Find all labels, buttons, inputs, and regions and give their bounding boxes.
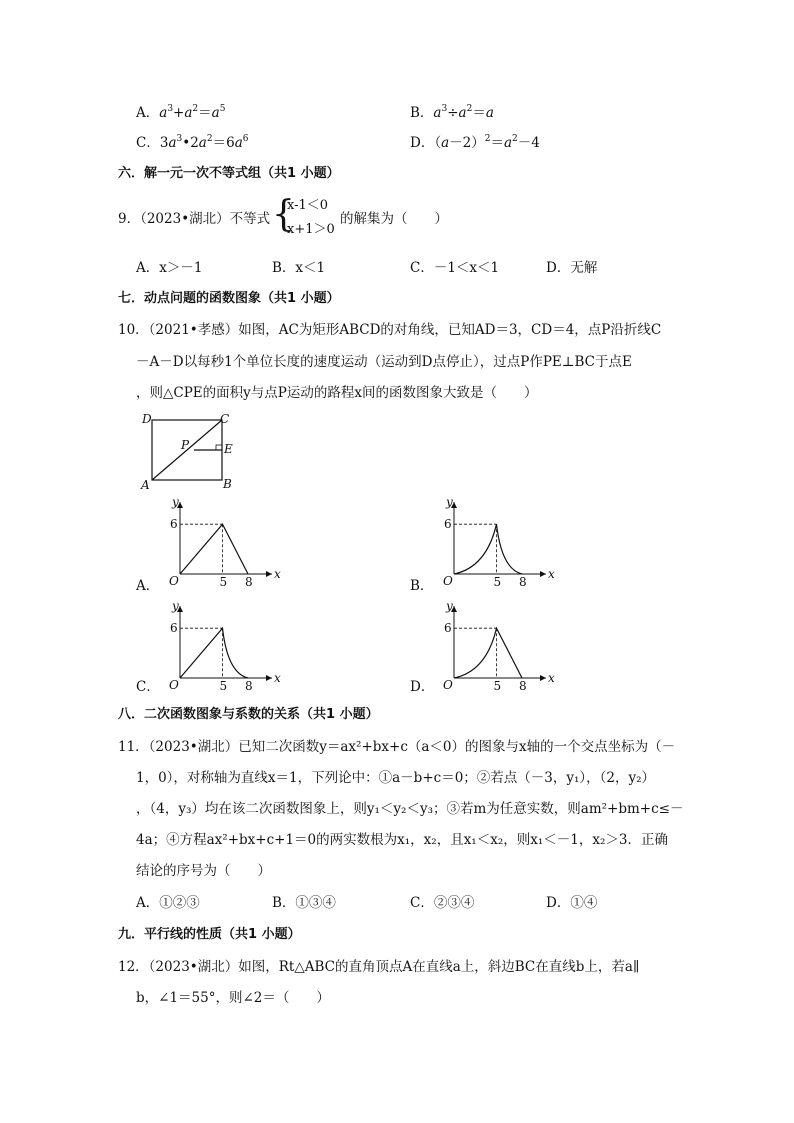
y-tick-label: 6 — [444, 517, 452, 532]
x-tick-label-8: 8 — [245, 679, 253, 693]
fig-label-a: A — [141, 478, 150, 492]
x-axis-label: x — [274, 671, 281, 685]
x-tick-label-5: 5 — [493, 679, 502, 693]
section-6-title: 六．解一元一次不等式组（共1 小题） — [118, 166, 340, 181]
q10-graph-d-label: D． — [410, 679, 435, 695]
q11-option-d: D．①④ — [546, 895, 598, 911]
rectangle-figure — [140, 410, 250, 490]
q11-option-a: A．①②③ — [136, 895, 200, 911]
q10-graph-a-label: A． — [136, 578, 160, 594]
q10-graph-a — [160, 494, 281, 589]
origin-label: O — [443, 678, 453, 692]
function-curve — [180, 628, 248, 678]
x-axis-arrow-icon — [540, 571, 546, 577]
y-axis-label: y — [446, 495, 453, 509]
y-tick-label: 6 — [444, 621, 452, 636]
y-tick-label: 6 — [170, 517, 178, 532]
y-axis-label: y — [172, 495, 179, 509]
q11-line-1: 11．（2023•湖北）已知二次函数y＝ax²+bx+c（a＜0）的图象与x轴的一个交点坐标为（－ — [118, 739, 676, 755]
function-curve — [454, 524, 522, 574]
q8-option-c: C．$3a^3•2a^2=6a^6$ — [136, 134, 249, 151]
q12-line-2: b，∠1＝55°，则∠2＝（ ） — [136, 990, 330, 1006]
section-8-title: 八．二次函数图象与系数的关系（共1 小题） — [118, 707, 379, 722]
x-tick-label-5: 5 — [493, 575, 502, 589]
y-axis-label: y — [446, 599, 453, 613]
y-tick-label: 6 — [170, 621, 178, 636]
origin-label: O — [169, 574, 179, 588]
q11-line-3: ，（4，y₃）均在该二次函数图象上，则y₁＜y₂＜y₃；③若m为任意实数，则am²+bm+c≤－ — [136, 801, 684, 817]
q9-suffix: 的解集为（ ） — [340, 211, 448, 227]
x-axis-arrow-icon — [266, 571, 272, 577]
q8-option-a: A．$a^3+a^2=a^5$ — [136, 104, 226, 121]
q10-line-3: ，则△CPE的面积y与点P运动的路程x间的函数图象大致是（ ） — [136, 385, 538, 401]
q11-line-2: 1，0），对称轴为直线x＝1，下列论中：①a－b+c＝0；②若点（－3，y₁），（2，y₂） — [136, 770, 656, 786]
x-tick-label-8: 8 — [519, 575, 527, 589]
x-axis-label: x — [548, 671, 555, 685]
section-9-title: 九．平行线的性质（共1 小题） — [118, 927, 301, 942]
q9-option-a: A．x＞－1 — [136, 260, 203, 276]
q11-line-4: 4a；④方程ax²+bx+c+1＝0的两实数根为x₁，x₂，且x₁＜x₂，则x₁＜－1，x₂＞3．正确 — [136, 832, 668, 848]
fig-label-b: B — [223, 477, 232, 491]
q9-option-c: C．－1＜x＜1 — [410, 260, 500, 276]
fig-label-p: P — [181, 438, 190, 452]
q10-graph-c — [160, 598, 281, 693]
q9-option-b: B．x＜1 — [272, 260, 326, 276]
origin-label: O — [443, 574, 453, 588]
fig-label-e: E — [224, 442, 233, 456]
fig-label-c: C — [220, 412, 230, 426]
x-tick-label-8: 8 — [245, 575, 253, 589]
x-axis-label: x — [548, 567, 555, 581]
q10-graph-b — [434, 494, 555, 589]
q10-graph-c-label: C． — [136, 679, 160, 695]
q8-option-b: B．$a^3\div a^2=a$ — [410, 104, 494, 121]
q10-line-2: －A－D以每秒1个单位长度的速度运动（运动到D点停止），过点P作PE⊥BC于点E — [136, 354, 632, 370]
q12-line-1: 12．（2023•湖北）如图，Rt△ABC的直角顶点A在直线a上，斜边BC在直线b上，若a∥ — [118, 959, 640, 975]
section-7-title: 七．动点问题的函数图象（共1 小题） — [118, 291, 340, 306]
x-axis-arrow-icon — [540, 675, 546, 681]
q10-line-1: 10．（2021•孝感）如图，AC为矩形ABCD的对角线，已知AD＝3，CD＝4，点P沿折线C — [118, 322, 662, 338]
origin-label: O — [169, 678, 179, 692]
y-axis-label: y — [172, 599, 179, 613]
x-axis-label: x — [274, 567, 281, 581]
q11-option-b: B．①③④ — [272, 895, 336, 911]
q9-option-d: D．无解 — [546, 260, 598, 276]
x-tick-label-5: 5 — [219, 575, 228, 589]
function-curve — [180, 524, 248, 574]
x-axis-arrow-icon — [266, 675, 272, 681]
fig-label-d: D — [142, 412, 152, 426]
x-tick-label-8: 8 — [519, 679, 527, 693]
q9-ineq-1: x-1＜0 — [287, 198, 329, 213]
q11-line-5: 结论的序号为（ ） — [136, 863, 271, 879]
q10-graph-b-label: B． — [410, 578, 434, 594]
function-curve — [454, 628, 522, 678]
q8-option-d: D．$(a-2)^2=a^2-4$ — [410, 134, 540, 151]
q10-graph-d — [434, 598, 555, 693]
q11-option-c: C．②③④ — [410, 895, 475, 911]
q9-ineq-2: x+1＞0 — [287, 222, 335, 237]
q9-prefix: 9．（2023•湖北）不等式 — [118, 211, 271, 227]
brace-icon: { — [272, 194, 295, 235]
x-tick-label-5: 5 — [219, 679, 228, 693]
